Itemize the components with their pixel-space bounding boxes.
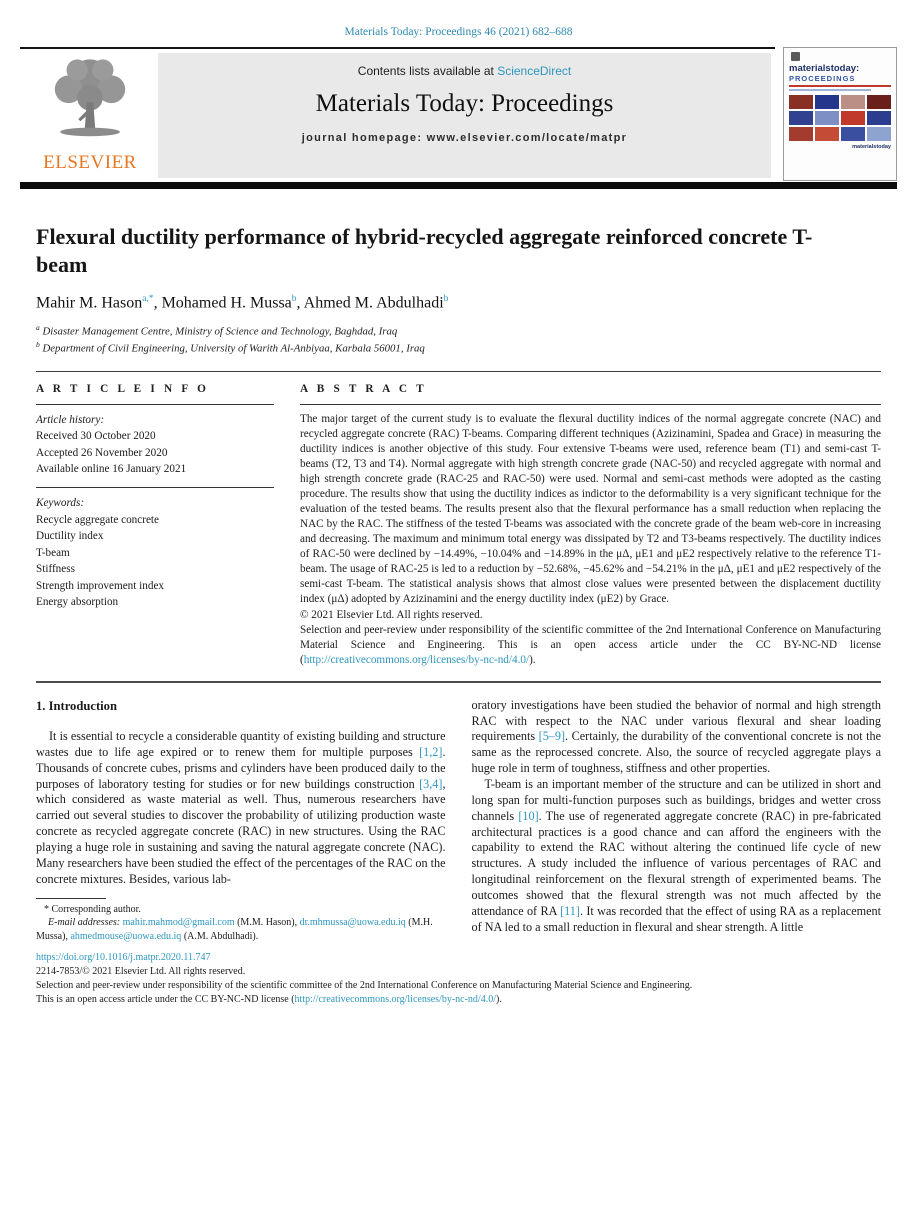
selection-text: Selection and peer-review under responsibility of the scientific committee of the 2nd International Conference on Manufacturing Material Science and Engineering. This is an open access article under the CC BY-NC-ND license ( <box>300 623 881 666</box>
citation-ref-10[interactable]: [10] <box>518 808 539 823</box>
paragraph-text: . Thousands of concrete cubes, prisms and cylinders have been produced daily to the purposes of laboratory testing for studies or for new buildings construction <box>36 744 446 791</box>
email-link-mussa[interactable]: dr.mhmussa@uowa.edu.iq <box>299 917 406 929</box>
abstract-heading: A B S T R A C T <box>300 382 427 395</box>
article-info-column <box>36 383 274 668</box>
citation-ref-11[interactable]: [11] <box>560 903 580 918</box>
abstract-column <box>300 383 881 668</box>
footer-cc-license-link[interactable]: http://creativecommons.org/licenses/by-nc-nd/4.0/ <box>294 993 496 1005</box>
author-separator: , <box>153 294 162 312</box>
keyword-item: T-beam <box>36 546 70 559</box>
footnote-rule <box>36 898 106 899</box>
email-owner: (A.M. Abdulhadi). <box>181 930 259 942</box>
body-left-column <box>36 698 446 943</box>
footnote-block <box>36 898 446 944</box>
abstract-selection-note <box>300 623 881 668</box>
paragraph-text: oratory investigations have been studied the behavior of normal and high strength RAC with respect to the NAC under various flexural and shear loading requirements <box>471 697 881 744</box>
citation-ref-5-9[interactable]: [5–9] <box>538 729 566 744</box>
keyword-item: Ductility index <box>36 530 104 543</box>
elsevier-logo <box>28 55 152 172</box>
affiliation-text: Department of Civil Engineering, University of Warith Al-Anbiyaa, Karbala 56001, Iraq <box>42 343 425 356</box>
abstract-rule <box>300 404 881 405</box>
journal-title: Materials Today: Proceedings <box>315 90 614 117</box>
author-affiliation-marker[interactable]: b <box>291 293 297 304</box>
email-addresses-note <box>36 916 446 943</box>
paragraph-text: T-beam is an important member of the structure and can be utilized in short and long span for multi-function purposes such as buildings, bridges and wetter cross channels <box>471 776 881 823</box>
history-item: Available online 16 January 2021 <box>36 463 187 476</box>
paragraph-text: , which considered as waste material as well. Thus, numerous researchers have carried out several studies to discover the probability of utilizing production waste concrete as recycled aggregate concrete (RAC) in new structures. Using the RAC playing a huge role in sustaining and saving the natural aggregate concrete (NAC). Many researchers have been studied the effect of the percentages of the RAC on the concrete mixtures. Besides, various lab- <box>36 776 446 886</box>
paragraph-text: . The use of regenerated aggregate concrete (RAC) in pre-fabricated architectural practices is a good chance and can afford the engineers with the capability to extend the RAC without altering the continued life cycle of new structures. A study included the influence of various percentages of RAC and longitudinal reinforcement on the flexural strength of experimented beams. The outcomes showed that the flexural strength was not much affected by the attendance of RA <box>471 808 881 918</box>
info-abstract-section <box>36 383 881 668</box>
author-line <box>36 294 881 312</box>
email-owner: (M.M. Hason), <box>234 917 300 929</box>
keywords-rule <box>36 487 274 488</box>
footer-selection-line: Selection and peer-review under responsibility of the scientific committee of the 2nd International Conference on Manufacturing Material Science and Engineering. <box>36 979 693 991</box>
cc-license-link[interactable]: http://creativecommons.org/licenses/by-nc-nd/4.0/ <box>303 653 530 666</box>
cover-footer-text: materialstoday <box>852 143 891 150</box>
affiliation-line <box>36 340 881 357</box>
affiliation-line <box>36 323 881 340</box>
sciencedirect-link[interactable]: ScienceDirect <box>497 64 572 78</box>
journal-banner <box>158 53 771 178</box>
email-owner: (M.H. Mussa), <box>36 917 433 942</box>
contents-text: Contents lists available at <box>357 64 498 78</box>
affiliations <box>36 323 881 357</box>
citation-ref-3-4[interactable]: [3,4] <box>419 776 443 791</box>
elsevier-tree-icon <box>42 55 138 147</box>
article-history-label: Article history: <box>36 413 105 426</box>
cover-elsevier-mark-icon <box>791 52 800 61</box>
affiliation-marker: a <box>36 323 40 333</box>
cover-sub-rule <box>789 89 871 91</box>
intro-paragraph-1-continued <box>472 698 882 777</box>
email-label: E-mail addresses: <box>48 917 123 929</box>
masthead-bottom-rule <box>20 182 897 189</box>
article-content <box>36 223 881 943</box>
affiliation-marker: b <box>36 340 40 350</box>
paragraph-text: . It was recorded that the effect of using RA as a replacement of NA led to a small reduction in flexural and shear strength. A little <box>471 903 881 934</box>
article-title: Flexural ductility performance of hybrid-recycled aggregate reinforced concrete T-beam <box>36 224 813 277</box>
issn-copyright-line: 2214-7853/© 2021 Elsevier Ltd. All rights reserved. <box>36 965 246 977</box>
citation-ref-1-2[interactable]: [1,2] <box>419 744 443 759</box>
history-item: Received 30 October 2020 <box>36 430 156 443</box>
intro-paragraph-1 <box>36 729 446 888</box>
running-head-citation: Materials Today: Proceedings 46 (2021) 682–688 <box>344 26 573 38</box>
masthead-top-rule <box>20 47 775 49</box>
elsevier-wordmark: ELSEVIER <box>43 152 137 173</box>
paragraph-text: . Certainly, the durability of the conventional concrete is not the same as the reprocessed concrete. Also, the source of recycled aggregate plays a huge role in term of toughness, stiffness and other properties. <box>471 729 881 776</box>
cover-subtitle: PROCEEDINGS <box>789 73 856 83</box>
email-link-abdulhadi[interactable]: ahmedmouse@uowa.edu.iq <box>70 930 182 942</box>
email-link-hason[interactable]: mahir.mahmod@gmail.com <box>122 917 235 929</box>
cover-red-rule <box>789 85 891 87</box>
author-affiliation-marker[interactable]: a,* <box>142 293 154 304</box>
author-name: Mahir M. Hason <box>36 294 143 312</box>
body-top-rule <box>36 681 881 683</box>
author-name: Ahmed M. Abdulhadi <box>303 294 444 312</box>
footer-license-line <box>36 993 881 1007</box>
keywords-label: Keywords: <box>36 496 85 509</box>
keyword-item: Strength improvement index <box>36 579 165 592</box>
journal-homepage-link[interactable]: journal homepage: www.elsevier.com/locate/matpr <box>301 132 628 144</box>
journal-cover-thumbnail <box>783 47 897 181</box>
corresponding-author-note: * Corresponding author. <box>44 903 141 915</box>
contents-line <box>158 64 771 78</box>
intro-paragraph-2 <box>472 777 882 936</box>
author-name: Mohamed H. Mussa <box>161 294 292 312</box>
body-right-column <box>472 698 882 943</box>
author-separator: , <box>296 294 304 312</box>
title-section-rule <box>36 371 881 372</box>
article-info-heading: A R T I C L E I N F O <box>36 382 210 395</box>
license-text: This is an open access article under the CC BY-NC-ND license ( <box>36 993 295 1005</box>
keyword-item: Recycle aggregate concrete <box>36 513 159 526</box>
doi-link[interactable]: https://doi.org/10.1016/j.matpr.2020.11.747 <box>36 952 211 964</box>
page-footer <box>36 951 881 1006</box>
keyword-item: Stiffness <box>36 563 75 576</box>
keyword-item: Energy absorption <box>36 596 119 609</box>
license-text-end: ). <box>495 993 502 1005</box>
selection-text-end: ). <box>529 653 536 666</box>
journal-masthead <box>20 47 897 189</box>
abstract-copyright: © 2021 Elsevier Ltd. All rights reserved. <box>300 608 483 621</box>
affiliation-text: Disaster Management Centre, Ministry of Science and Technology, Baghdad, Iraq <box>42 325 398 338</box>
body-columns <box>36 698 881 943</box>
article-history-block <box>36 412 274 478</box>
section-heading-introduction: 1. Introduction <box>36 698 117 713</box>
cover-image-grid <box>789 95 891 141</box>
abstract-body: The major target of the current study is to evaluate the flexural ductility indices of the normal aggregate concrete (NAC) and recycled aggregate concrete (RAC) T-beams. Comparing different techniques (Azizinamini, Spadea and Grace) in measuring the ductility indices is another objective of this study. Four extensive T-beams were used, reference beam (T1) and semi-cast T-beams (T2, T3 and T4). Normal aggregate with high strength concrete grade (NAC-50) and recycled aggregate with normal and high strength concrete grade (RAC-25 and RAC-50) were used. Normal and semi-cast methods were adopted as the casting procedure. The results show that using the ductility indices as indictor to the deformability is a very significant technique for the evaluation of the tested beams. The results present also that the flexural performance has a small reduction when replacing the NAC by the RAC. The stiffness of the tested T-beams was associated with the concrete grade of the beam web-core in increasing and decreasing. The maximum and minimum total energy was dissipated by T2 and T3-beams respectively. The ductility indices of RAC-50 were declined by −14.49%, −10.04% and −14.89% in the μΔ, μE1 and μE2 respectively relative to the reference T1-beam. The usage of RAC-25 is led to a reduction by −52.68%, −45.62% and −54.21% in the μΔ, μE1 and μE2 respectively of the semi-cast T-beam. The statistical analysis shows that almost close values were presented between the displacement ductility index (μΔ) adopted by Azizinamini and the energy ductility index (μE2) by Grace. <box>300 412 881 605</box>
article-info-rule <box>36 404 274 405</box>
author-affiliation-marker[interactable]: b <box>443 293 449 304</box>
keywords-block <box>36 495 274 611</box>
paragraph-text: It is essential to recycle a considerable quantity of existing building and structure wastes due to life age expired or to renew them for multiple purposes <box>36 729 446 759</box>
history-item: Accepted 26 November 2020 <box>36 446 168 459</box>
cover-title: materialstoday: <box>789 63 860 74</box>
